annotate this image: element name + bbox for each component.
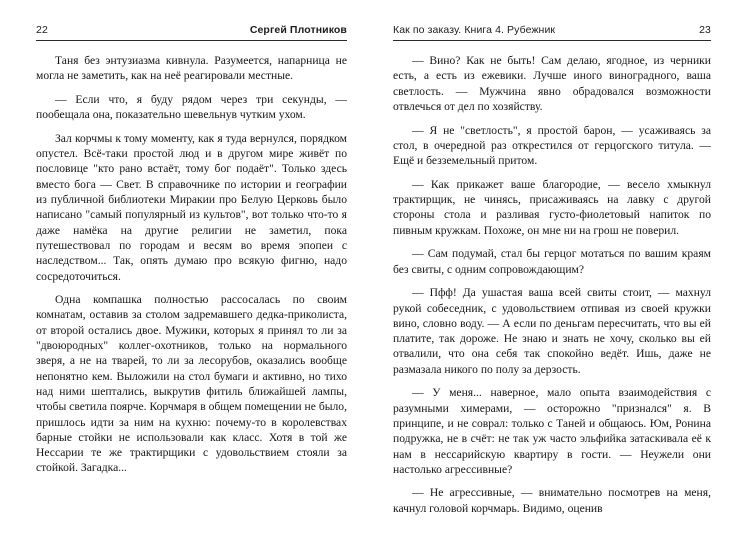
left-page-folio: 22 <box>36 24 48 36</box>
left-running-head <box>36 24 347 41</box>
right-page <box>371 0 741 540</box>
left-page-text <box>36 53 347 476</box>
right-running-head <box>393 24 711 41</box>
paragraph: — Как прикажет ваше благородие, — весело хмыкнул трактирщик, не чинясь, присаживаясь на лавку с другой стороны стола и разливая густо-фиолетовый напиток по пивным кружкам. Похоже, он мне ни на грош не поверил. <box>393 177 711 237</box>
paragraph: Таня без энтузиазма кивнула. Разумеется, напарница не могла не заметить, как на неё реагировали местные. <box>36 54 347 83</box>
paragraph: — Вино? Как не быть! Сам делаю, ягодное, из черники есть, а есть из ежевики. Лучше иного виноградного, ваша светлость. — Мужчина явно обрадовался возможности отвлечься от дел по хозяйству. <box>393 54 711 113</box>
paragraph: — Я не "светлость", я простой барон, — усаживаясь за стол, в очередной раз открестился от герцогского титула. — Ещё и безземельный притом. <box>393 123 711 168</box>
author-name: Сергей Плотников <box>249 24 347 36</box>
paragraph: — Сам подумай, стал бы герцог мотаться по вашим краям без свиты, с одним сопровождающим? <box>393 247 711 276</box>
paragraph: Зал корчмы к тому моменту, как я туда вернулся, порядком опустел. Всё-таки простой люд и в другом мире живёт по пословице "кто рано встаёт, тому бог подаёт". Только здесь вместо бога — Свет. В справочнике по истории и географии из публичной библиотеки Миракии про Белую Церковь было написано "самый популярный из культов", вот только что-то я даже намёка на другие религии не заметил, пока путешествовал по городам и весям во время эпопеи с наследством... Так, опять думаю про всякую фигню, надо сосредоточиться. <box>36 131 347 283</box>
paragraph: — Пфф! Да ушастая ваша всей свиты стоит, — махнул рукой собеседник, с удовольствием отпивая из своей кружки вино, словно воду. — А если по деньгам пересчитать, что вы ей платите, так дороже. Не знаю и знать не хочу, сколько вы ей отвалили, что она себя так спокойно ведёт. Ишь, даже не размазала никого по полу за дерзость. <box>393 286 711 376</box>
right-page-folio: 23 <box>699 24 711 36</box>
book-title: Как по заказу. Книга 4. Рубежник <box>393 24 556 36</box>
paragraph: Одна компашка полностью рассосалась по своим комнатам, оставив за столом задремавшего дедка-приколиста, от второй остались двое. Мужики, которых я принял то ли за "двоюродных" коллег-охотников, только на нормального зверя, а не на тварей, то ли за лесорубов, оказались вообще непонятно кем. Выложили на стол бумаги и активно, но тихо над ними шептались, выкрутив фитиль ближайшей лампы, чтобы светила поярче. Корчмаря в общем помещении не было, пришлось идти за ним на кухню: почему-то в королевствах барные стойки не использовали как класс. Хотя в той же Нессарии те же трактирщики с удовольствием стояли за стойкой. Загадка... <box>36 293 347 475</box>
paragraph: — У меня... наверное, мало опыта взаимодействия с разумными химерами, — осторожно "признался" я. В принципе, и не соврал: только с Таней и общаюсь. Юм, Ронина подружка, не в счёт: не так уж часто эльфийка затаскивала её к нам в нессарийскую квартиру в гости. — Неужели они настолько агрессивные? <box>393 386 711 476</box>
right-page-text <box>393 53 711 516</box>
paragraph: — Если что, я буду рядом через три секунды, — пообещала она, показательно шевельнув чутким ухом. <box>36 92 347 122</box>
paragraph: — Не агрессивные, — внимательно посмотрев на меня, качнул головой корчмарь. Видимо, оценив <box>393 486 711 515</box>
